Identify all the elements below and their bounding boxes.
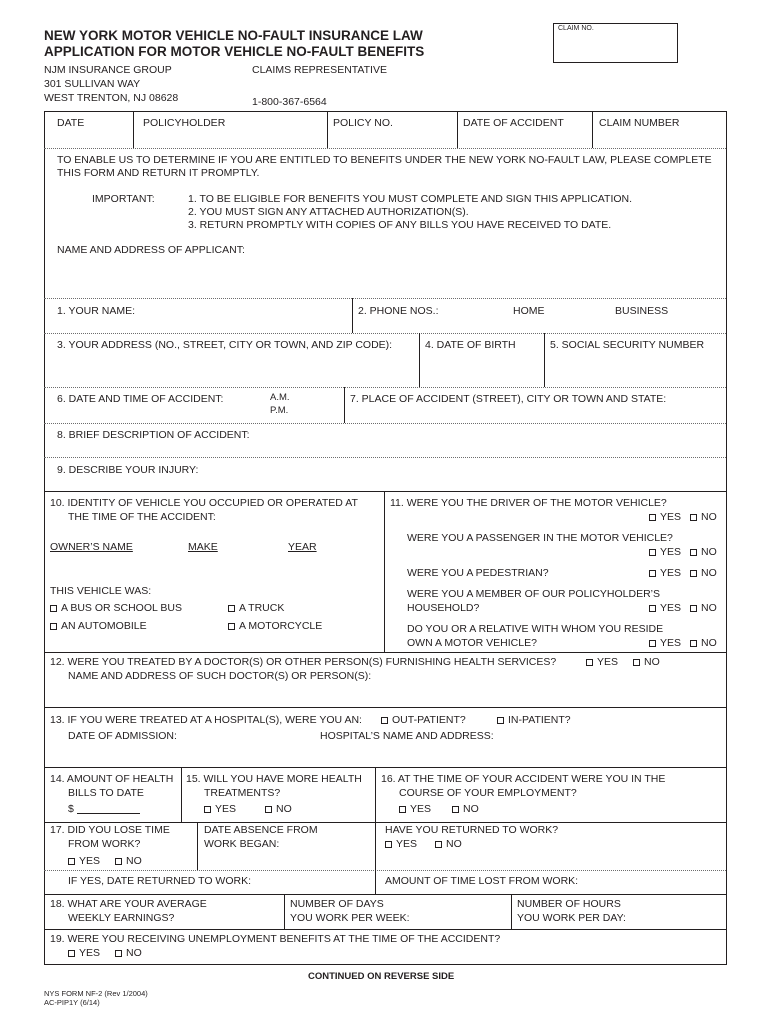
ssn-field[interactable]: 5. SOCIAL SECURITY NUMBER	[550, 339, 705, 351]
checkbox-icon	[204, 806, 211, 813]
q13-label: 13. IF YOU WERE TREATED AT A HOSPITAL(S), WERE YOU AN:	[50, 714, 362, 726]
inpatient-checkbox[interactable]: IN-PATIENT?	[497, 713, 571, 727]
driver-yes[interactable]: YES	[649, 510, 681, 524]
checkbox-icon	[497, 717, 504, 724]
time-lost-field[interactable]: AMOUNT OF TIME LOST FROM WORK:	[385, 875, 579, 887]
truck-label: A TRUCK	[239, 602, 285, 614]
absence-began-label-line1: DATE ABSENCE FROM	[204, 824, 318, 836]
form-title-line1: NEW YORK MOTOR VEHICLE NO-FAULT INSURANCE LAW	[44, 28, 423, 43]
doctor-yes[interactable]: YES	[586, 655, 618, 669]
member-yes[interactable]: YES	[649, 601, 681, 615]
form-title-line2: APPLICATION FOR MOTOR VEHICLE NO-FAULT BENEFITS	[44, 44, 425, 59]
relative-no[interactable]: NO	[690, 636, 717, 650]
claim-no-box[interactable]	[553, 23, 678, 63]
continued-note: CONTINUED ON REVERSE SIDE	[308, 971, 455, 982]
passenger-label: WERE YOU A PASSENGER IN THE MOTOR VEHICLE?	[407, 532, 673, 544]
date-of-accident-field[interactable]: DATE OF ACCIDENT	[463, 117, 564, 129]
date-of-birth-field[interactable]: 4. DATE OF BIRTH	[425, 339, 516, 351]
intro-line1: TO ENABLE US TO DETERMINE IF YOU ARE ENTITLED TO BENEFITS UNDER THE NEW YORK NO-FAULT LAW, PLEASE COMPLETE	[57, 154, 712, 166]
checkbox-icon	[690, 640, 697, 647]
relative-yes[interactable]: YES	[649, 636, 681, 650]
passenger-yes[interactable]: YES	[649, 545, 681, 559]
unemployment-yes[interactable]: YES	[68, 946, 100, 960]
checkbox-icon	[435, 841, 442, 848]
intro-line2: THIS FORM AND RETURN IT PROMPTLY.	[57, 167, 260, 179]
insurer-street: 301 SULLIVAN WAY	[44, 78, 141, 90]
relative-label-line1: DO YOU OR A RELATIVE WITH WHOM YOU RESIDE	[407, 623, 664, 635]
checkbox-icon	[690, 514, 697, 521]
unemployment-no[interactable]: NO	[115, 946, 142, 960]
phone-nos-label: 2. PHONE NOS.:	[358, 305, 439, 317]
insurer-city: WEST TRENTON, NJ 08628	[44, 92, 179, 104]
date-returned-field[interactable]: IF YES, DATE RETURNED TO WORK:	[68, 875, 251, 887]
outpatient-checkbox[interactable]: OUT-PATIENT?	[381, 713, 466, 727]
doctor-no[interactable]: NO	[633, 655, 660, 669]
days-per-week-label: NUMBER OF DAYS	[290, 898, 384, 910]
employment-yes[interactable]: YES	[399, 802, 431, 816]
weekly-earnings-field[interactable]: WEEKLY EARNINGS?	[68, 912, 175, 924]
motorcycle-checkbox[interactable]	[228, 619, 322, 633]
lose-time-yes[interactable]: YES	[68, 854, 100, 868]
employment-no[interactable]: NO	[452, 802, 479, 816]
checkbox-icon	[399, 806, 406, 813]
checkbox-icon	[690, 605, 697, 612]
checkbox-icon	[649, 640, 656, 647]
passenger-no[interactable]: NO	[690, 545, 717, 559]
more-treatments-no[interactable]: NO	[265, 802, 292, 816]
q19-label: 19. WERE YOU RECEIVING UNEMPLOYMENT BENEFITS AT THE TIME OF THE ACCIDENT?	[50, 933, 501, 945]
driver-no[interactable]: NO	[690, 510, 717, 524]
hours-per-day-field[interactable]: YOU WORK PER DAY:	[517, 912, 626, 924]
your-address-field[interactable]: 3. YOUR ADDRESS (NO., STREET, CITY OR TOWN, AND ZIP CODE):	[57, 339, 393, 351]
relative-label-line2: OWN A MOTOR VEHICLE?	[407, 637, 537, 649]
q11-label: 11. WERE YOU THE DRIVER OF THE MOTOR VEHICLE?	[390, 497, 667, 509]
pedestrian-yes[interactable]: YES	[649, 566, 681, 580]
claim-no-label: CLAIM NO.	[558, 25, 594, 32]
checkbox-icon	[649, 570, 656, 577]
date-time-accident-field[interactable]: 6. DATE AND TIME OF ACCIDENT:	[57, 393, 224, 405]
checkbox-icon	[265, 806, 272, 813]
health-bills-amount-field[interactable]: $	[68, 803, 74, 815]
automobile-label: AN AUTOMOBILE	[61, 620, 147, 632]
motorcycle-label: A MOTORCYCLE	[239, 620, 323, 632]
important-label: IMPORTANT:	[92, 193, 155, 205]
ac-id: AC-PIP1Y (6/14)	[44, 998, 100, 1007]
doctor-name-address-field[interactable]: NAME AND ADDRESS OF SUCH DOCTOR(S) OR PERSON(S):	[68, 670, 372, 682]
hours-per-day-label: NUMBER OF HOURS	[517, 898, 621, 910]
returned-yes[interactable]: YES	[385, 837, 417, 851]
pedestrian-no[interactable]: NO	[690, 566, 717, 580]
more-treatments-yes[interactable]: YES	[204, 802, 236, 816]
checkbox-icon	[649, 549, 656, 556]
bus-checkbox[interactable]	[50, 601, 182, 615]
returned-no[interactable]: NO	[435, 837, 462, 851]
checkbox-icon	[50, 623, 57, 630]
home-phone-field[interactable]: HOME	[513, 305, 545, 317]
q16-label-line1: 16. AT THE TIME OF YOUR ACCIDENT WERE YOU IN THE	[381, 773, 666, 785]
member-label-line2: HOUSEHOLD?	[407, 602, 480, 614]
insurer-name: NJM INSURANCE GROUP	[44, 64, 172, 76]
am-option[interactable]: A.M.	[270, 392, 290, 403]
q16-label-line2: COURSE OF YOUR EMPLOYMENT?	[399, 787, 577, 799]
checkbox-icon	[115, 858, 122, 865]
checkbox-icon	[115, 950, 122, 957]
date-field[interactable]: DATE	[57, 117, 85, 129]
place-of-accident-field[interactable]: 7. PLACE OF ACCIDENT (STREET), CITY OR TOWN AND STATE:	[350, 393, 667, 405]
checkbox-icon	[690, 549, 697, 556]
business-phone-field[interactable]: BUSINESS	[615, 305, 669, 317]
applicant-name-address-label[interactable]: NAME AND ADDRESS OF APPLICANT:	[57, 244, 245, 256]
admission-date-field[interactable]: DATE OF ADMISSION:	[68, 730, 177, 742]
checkbox-icon	[68, 950, 75, 957]
policyholder-field[interactable]: POLICYHOLDER	[143, 117, 226, 129]
lose-time-no[interactable]: NO	[115, 854, 142, 868]
checkbox-icon	[50, 605, 57, 612]
make-field[interactable]: MAKE	[188, 541, 218, 553]
truck-checkbox[interactable]	[228, 601, 284, 615]
checkbox-icon	[586, 659, 593, 666]
important-item-2: 2. YOU MUST SIGN ANY ATTACHED AUTHORIZATION(S).	[188, 206, 469, 218]
this-vehicle-was-label: THIS VEHICLE WAS:	[50, 585, 152, 597]
q15-label-line1: 15. WILL YOU HAVE MORE HEALTH	[186, 773, 362, 785]
hospital-name-address-field[interactable]: HOSPITAL’S NAME AND ADDRESS:	[320, 730, 494, 742]
member-label-line1: WERE YOU A MEMBER OF OUR POLICYHOLDER’S	[407, 588, 661, 600]
pedestrian-label: WERE YOU A PEDESTRIAN?	[407, 567, 549, 579]
q15-label-line2: TREATMENTS?	[204, 787, 281, 799]
q14-label-line2: BILLS TO DATE	[68, 787, 144, 799]
pm-option[interactable]: P.M.	[270, 405, 289, 416]
absence-began-field[interactable]: WORK BEGAN:	[204, 838, 280, 850]
important-item-3: 3. RETURN PROMPTLY WITH COPIES OF ANY BILLS YOU HAVE RECEIVED TO DATE.	[188, 219, 612, 231]
checkbox-icon	[228, 605, 235, 612]
checkbox-icon	[649, 605, 656, 612]
accident-description-field[interactable]: 8. BRIEF DESCRIPTION OF ACCIDENT:	[57, 429, 250, 441]
checkbox-icon	[228, 623, 235, 630]
checkbox-icon	[649, 514, 656, 521]
checkbox-icon	[381, 717, 388, 724]
injury-description-field[interactable]: 9. DESCRIBE YOUR INJURY:	[57, 464, 199, 476]
q17-label-line1: 17. DID YOU LOSE TIME	[50, 824, 170, 836]
q10-label-line2: THE TIME OF THE ACCIDENT:	[68, 511, 216, 523]
checkbox-icon	[385, 841, 392, 848]
checkbox-icon	[633, 659, 640, 666]
q17-label-line2: FROM WORK?	[68, 838, 141, 850]
checkbox-icon	[452, 806, 459, 813]
q12-label-line1: 12. WERE YOU TREATED BY A DOCTOR(S) OR OTHER PERSON(S) FURNISHING HEALTH SERVICES?	[50, 656, 557, 668]
claims-rep-label: CLAIMS REPRESENTATIVE	[252, 64, 387, 76]
checkbox-icon	[68, 858, 75, 865]
automobile-checkbox[interactable]	[50, 619, 147, 633]
q10-label-line1: 10. IDENTITY OF VEHICLE YOU OCCUPIED OR OPERATED AT	[50, 497, 358, 509]
member-no[interactable]: NO	[690, 601, 717, 615]
q18-label-line1: 18. WHAT ARE YOUR AVERAGE	[50, 898, 207, 910]
year-field[interactable]: YEAR	[288, 541, 317, 553]
bus-label: A BUS OR SCHOOL BUS	[61, 602, 182, 614]
policy-no-field[interactable]: POLICY NO.	[333, 117, 393, 129]
form-id: NYS FORM NF-2 (Rev 1/2004)	[44, 989, 148, 998]
claim-number-field[interactable]: CLAIM NUMBER	[599, 117, 680, 129]
q14-label-line1: 14. AMOUNT OF HEALTH	[50, 773, 174, 785]
checkbox-icon	[690, 570, 697, 577]
returned-label: HAVE YOU RETURNED TO WORK?	[385, 824, 559, 836]
important-item-1: 1. TO BE ELIGIBLE FOR BENEFITS YOU MUST COMPLETE AND SIGN THIS APPLICATION.	[188, 193, 633, 205]
days-per-week-field[interactable]: YOU WORK PER WEEK:	[290, 912, 410, 924]
your-name-field[interactable]: 1. YOUR NAME:	[57, 305, 135, 317]
claims-rep-phone: 1-800-367-6564	[252, 96, 327, 108]
owners-name-field[interactable]: OWNER’S NAME	[50, 541, 133, 553]
